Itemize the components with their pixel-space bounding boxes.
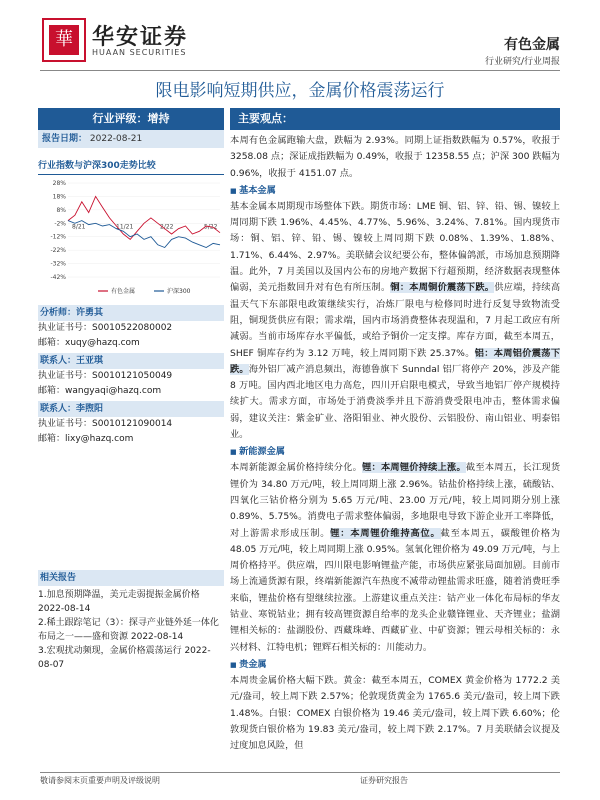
- x-tick-label: 2/22: [160, 223, 174, 231]
- aluminum-highlight: 铝：本周铝价震荡下跌。: [230, 347, 561, 375]
- lithium-highlight: 锂：本周锂价维持高位。: [330, 527, 441, 539]
- sector-label: 有色金属: [504, 37, 560, 53]
- report-type: 行业研究/行业周报: [484, 57, 560, 67]
- new-energy-paragraph: [230, 460, 560, 656]
- main-content: [230, 108, 560, 754]
- precious-metals-paragraph: 本周贵金属价格大幅下跌。黄金：截至本周五，COMEX 黄金价格为 1772.2 美元/盎司，较上周下跌 2.57%；伦敦现货黄金为 1765.6 美元/盎司，较上周下跌 1.48%。白银：COMEX 白银价格为 19.46 美元/盎司，较上周下跌 6.60%；伦敦现货白银价格为 19.83 美元/盎司，较上周下跌 2.17%。7 月美联储会议提及过度加息风险，但: [230, 674, 560, 752]
- brand-name: 华安证券: [92, 24, 189, 50]
- aluminum-text: 海外铝厂减产消息频出，海德鲁旗下 Sunndal 铝厂将停产 20%，涉及产能 8 万吨。国内西北地区电力高危，四川开启限电模式，导致当地铝厂停产规模持续扩大。需求方面，市场处于消费淡季并且下游消费受限电冲击，整体需求偏弱，建议关注：紫金矿业、洛阳钼业、神火股份、云铝股份、南山铝业、明泰铝业。: [230, 363, 560, 441]
- legend-label: 沪深300: [167, 288, 191, 295]
- market-summary: 本周有色金属跑输大盘，跌幅为 2.93%。同期上证指数跌幅为 0.57%，收报于 3258.08 点；深证成指跌幅为 0.49%，收报于 12358.55 点；沪深 300 跌幅为 0.96%，收报于 4151.07 点。: [230, 135, 560, 179]
- contact-cert: 执业证书号：S0010121050049: [38, 371, 173, 381]
- legend-label: 有色金属: [111, 288, 136, 295]
- series-line: [68, 221, 220, 248]
- report-header: [0, 0, 600, 70]
- chart-title: 行业指数与沪深300走势比较: [38, 158, 224, 175]
- x-tick-label: 8/21: [72, 223, 86, 231]
- report-date-label: 报告日期：: [42, 134, 88, 144]
- related-reports-label: 相关报告: [38, 570, 224, 586]
- series-line: [68, 196, 220, 239]
- y-tick-label: 18%: [52, 193, 66, 201]
- contact-label-2: 联系人：李煦阳: [38, 401, 224, 417]
- footer-report-type: 证券研究报告: [360, 776, 408, 785]
- contact-cert-2: 执业证书号：S0010121090014: [38, 419, 173, 429]
- lithium-text: 截至本周五，碳酸锂价格为 48.05 万元/吨，较上周同期上涨 0.95%。氢氧化锂价格为 49.09 万元/吨，与上周价格持平。供应端，四川限电影响锂盐产能，市场供应紧张局面加剧。目前市场上流通货源有限，终端新能源汽车热度不减带动锂盐需求旺盛，随着消费旺季来临，锂盐价格有望继续拉涨。上游建议重点关注：钴产业一体化布局标的华友钴业、寒锐钴业；拥有较高锂资源自给率的龙头企业赣锋锂业、天齐锂业；盐湖锂相关标的：盐湖股份、西藏珠峰、西藏矿业、中矿资源；锂云母相关标的：永兴材料、江特电机；锂辉石相关标的：川能动力。: [230, 527, 561, 653]
- x-tick-label: 5/22: [204, 223, 218, 231]
- industry-rating: 行业评级：增持: [38, 108, 224, 130]
- base-metals-paragraph: [230, 199, 560, 443]
- copper-text: 供应端，持续高温天气下东部限电政策继续实行，冶炼厂限电与检修同时进行反复导致物流受阻，铜现货供应有限；需求端，国内市场消费整体表现温和，7 月起工政应有所减弱。当前市场库存水平偏低，或给予铜价一定支撑。库存方面，截至本周五，SHEF 铜库存约为 3.12 万吨，较上周同期下跌 25.37%。: [230, 282, 561, 359]
- index-comparison-chart: [38, 177, 224, 297]
- base-metals-text: 基本金属本周期现市场整体下跌。期货市场：LME 铜、铝、锌、铅、锡、镍较上周同期下跌 1.96%、4.45%、4.77%、5.96%、3.24%、7.81%。国内现货市场：铜、铝、锌、铅、锡、镍较上周同期下跌 0.08%、1.39%、1.88%、1.71%、6.44%、2.97%。美联储会议纪要公布，整体偏鸽派，市场加息预期降温。此外，7 月美国以及国内公布的房地产数据下行超预期，经济数据表现整体偏弱，美元指数回升对有色有所压制。: [230, 200, 560, 294]
- huaan-logo: [42, 18, 86, 62]
- y-tick-label: -42%: [50, 274, 66, 281]
- cobalt-highlight: 锂：本周锂价持续上涨。: [362, 462, 466, 474]
- page-footer: [40, 775, 560, 786]
- related-report-item[interactable]: 3.宏观扰动频现，金属价格震荡运行 2022-08-07: [38, 646, 211, 670]
- analyst-label: 分析师：许勇其: [38, 305, 224, 321]
- x-tick-label: 11/21: [116, 223, 134, 231]
- section-precious-metals: ■ 贵金属: [230, 657, 560, 673]
- disclaimer-note: 敬请参阅末页重要声明及评级说明: [40, 776, 160, 785]
- cobalt-text: 截至本周五，长江现货锂价为 34.80 万元/吨，较上周同期上涨 2.96%。钴盐价格持续上涨，硫酸钴、四氧化三钴价格分别为 5.65 万元/吨、23.00 万元/吨，较上周同期分别上涨 0.89%、5.75%。消费电子需求整体偏弱，多地限电导致下游企业开工率降低，对上游需求形成压制。: [230, 462, 561, 539]
- y-tick-label: 8%: [56, 206, 66, 214]
- logo-mark: 華: [49, 25, 79, 55]
- related-report-item[interactable]: 1.加息预期降温，美元走弱提振金属价格 2022-08-14: [38, 590, 200, 614]
- section-new-energy-metals: ■ 新能源金属: [230, 444, 560, 460]
- main-points-header: 主要观点：: [230, 108, 560, 130]
- related-report-item[interactable]: 2.稀土跟踪笔记（3）：探寻产业链外延一体化布局之一——盛和资源 2022-08-14: [38, 618, 219, 642]
- analyst-email[interactable]: 邮箱：xuqy@hazq.com: [38, 338, 140, 348]
- footer-divider: [40, 772, 560, 773]
- y-tick-label: 28%: [52, 180, 66, 187]
- analyst-cert: 执业证书号：S0010522080002: [38, 323, 173, 333]
- left-sidebar: [38, 108, 224, 447]
- related-reports: [38, 568, 224, 672]
- contact-email-2[interactable]: 邮箱：lixy@hazq.com: [38, 434, 134, 444]
- brand-name-en: HUAAN SECURITIES: [92, 48, 187, 57]
- report-date: [38, 130, 224, 148]
- y-tick-label: -12%: [50, 233, 66, 241]
- y-tick-label: -2%: [54, 220, 66, 228]
- contact-label: 联系人：王亚琪: [38, 353, 224, 369]
- new-energy-text: 本周新能源金属价格持续分化。: [230, 462, 363, 474]
- y-tick-label: -22%: [50, 247, 66, 255]
- contact-email[interactable]: 邮箱：wangyaqi@hazq.com: [38, 386, 162, 396]
- report-title: 限电影响短期供应，金属价格震荡运行: [155, 81, 445, 101]
- y-tick-label: -32%: [50, 260, 66, 268]
- report-date-value: 2022-08-21: [89, 134, 143, 144]
- copper-highlight: 铜：本周铜价震荡下跌。: [390, 282, 495, 294]
- header-divider: [40, 70, 560, 71]
- section-base-metals: ■ 基本金属: [230, 183, 560, 199]
